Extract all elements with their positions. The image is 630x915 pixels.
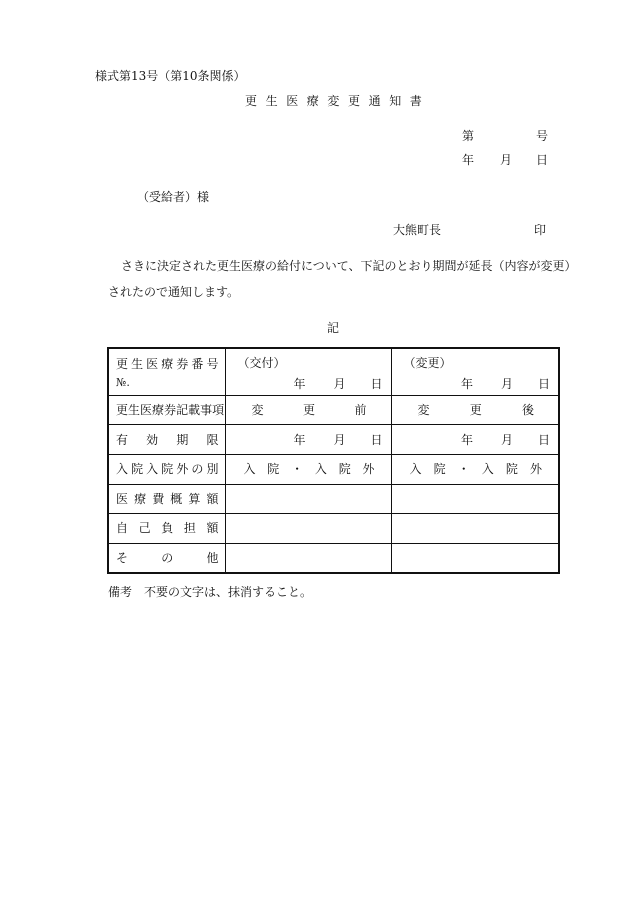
body-text-line-1: さきに決定された更生医療の給付について、下記のとおり期間が延長（内容が変更）	[121, 259, 577, 273]
before-change-label: 変 更 前	[251, 402, 367, 417]
form-number: 様式第13号（第10条関係）	[95, 69, 246, 83]
remarks-note: 備考 不要の文字は、抹消すること。	[108, 585, 313, 599]
inpatient-type-label: 入 院 入 院 外 の 別	[116, 462, 219, 477]
issued-date: 年 月 日	[293, 377, 383, 391]
date-month: 月	[500, 153, 513, 167]
number-prefix: 第	[462, 129, 475, 143]
after-change-label: 変 更 後	[417, 402, 534, 417]
validity-after-cell	[391, 425, 559, 455]
copayment-after-cell	[391, 514, 559, 544]
table-row	[108, 425, 559, 455]
validity-before-cell	[225, 425, 391, 455]
label-cell	[108, 514, 225, 544]
validity-label: 有 効 期 限	[116, 432, 219, 447]
other-before-cell	[225, 543, 391, 573]
other-label: そ の 他	[116, 550, 219, 565]
ticket-entries-label: 更 生 医 療 券 記 載 事 項	[116, 402, 225, 417]
after-change-cell	[391, 395, 559, 425]
date-day: 日	[536, 153, 549, 167]
changed-cell	[391, 348, 559, 395]
ticket-number-label: 更 生 医 療 券 番 号	[116, 357, 219, 371]
table-row	[108, 348, 559, 395]
ki-heading: 記	[327, 321, 340, 335]
inpatient-after-options: 入 院 ・ 入 院 外	[409, 462, 542, 477]
changed-label: （変更）	[403, 356, 452, 370]
changed-date: 年 月 日	[461, 377, 551, 391]
label-cell	[108, 348, 225, 395]
table-row	[108, 484, 559, 514]
notice-table	[107, 347, 560, 574]
table-row	[108, 395, 559, 425]
label-cell	[108, 543, 225, 573]
inpatient-after-cell	[391, 454, 559, 484]
validity-before-date: 年 月 日	[293, 432, 383, 447]
document-title: 更生医療変更通知書	[245, 94, 431, 108]
label-cell	[108, 425, 225, 455]
number-suffix: 号	[536, 129, 549, 143]
inpatient-before-cell	[225, 454, 391, 484]
table-row	[108, 454, 559, 484]
label-cell	[108, 454, 225, 484]
inpatient-before-options: 入 院 ・ 入 院 外	[243, 462, 375, 477]
table-row	[108, 514, 559, 544]
copayment-label: 自 己 負 担 額	[116, 521, 219, 536]
number-sublabel: №.	[116, 376, 130, 389]
estimated-cost-after-cell	[391, 484, 559, 514]
table-row	[108, 543, 559, 573]
copayment-before-cell	[225, 514, 391, 544]
body-text-line-2: されたので通知します。	[108, 285, 240, 299]
recipient-line: （受給者）様	[137, 190, 210, 204]
validity-after-date: 年 月 日	[461, 432, 551, 447]
before-change-cell	[225, 395, 391, 425]
seal-mark: 印	[534, 223, 547, 237]
label-cell	[108, 395, 225, 425]
issuer-name: 大熊町長	[393, 223, 442, 237]
estimated-cost-before-cell	[225, 484, 391, 514]
label-cell	[108, 484, 225, 514]
other-after-cell	[391, 543, 559, 573]
date-year: 年	[462, 153, 475, 167]
issued-label: （交付）	[237, 356, 286, 370]
estimated-cost-label: 医 療 費 概 算 額	[116, 491, 219, 506]
issued-cell	[225, 348, 391, 395]
